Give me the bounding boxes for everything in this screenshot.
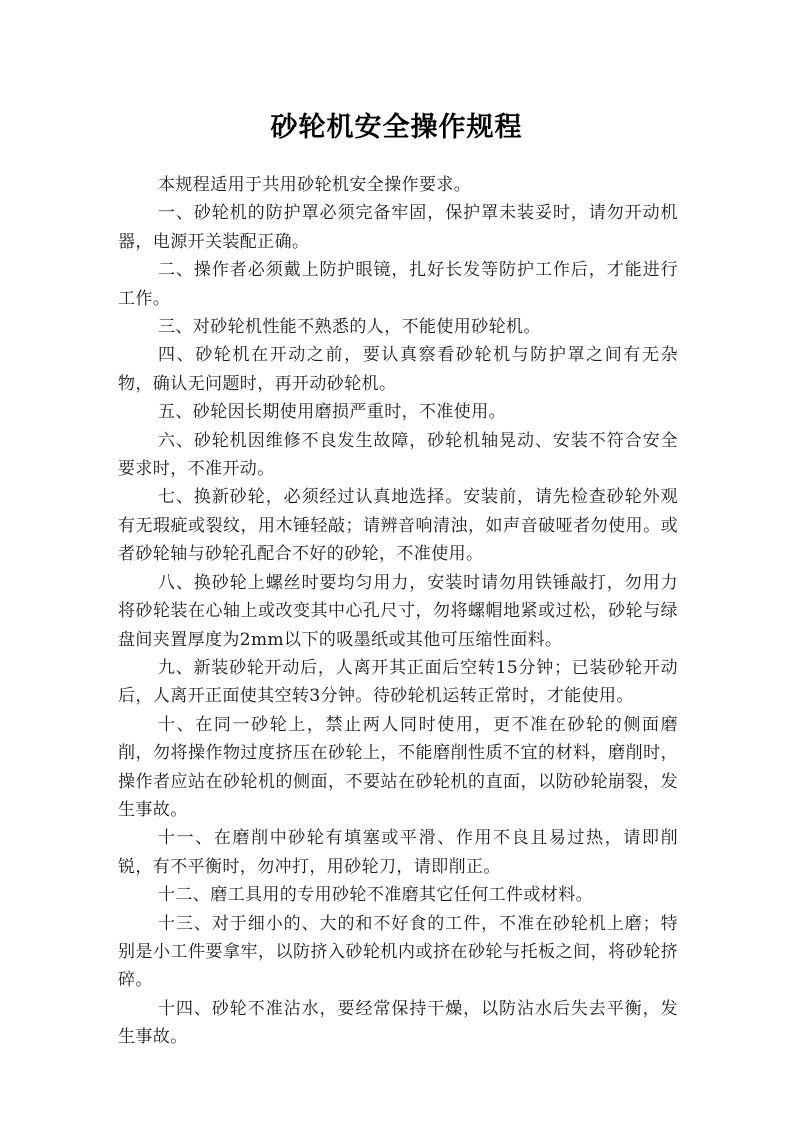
paragraph-rule-13: 十三、对于细小的、大的和不好食的工件，不准在砂轮机上磨；特别是小工件要拿牢，以防挤入砂轮机内或挤在砂轮与托板之间，将砂轮挤碎。 (118, 913, 678, 991)
paragraph-rule-12: 十二、磨工具用的专用砂轮不准磨其它任何工件或材料。 (158, 885, 593, 906)
paragraph-rule-10: 十、在同一砂轮上，禁止两人同时使用，更不准在砂轮的侧面磨削，勿将操作物过度挤压在砂轮上，不能磨削性质不宜的材料，磨削时，操作者应站在砂轮机的侧面，不要站在砂轮机的直面，以防砂轮崩裂，发生事故。 (118, 714, 678, 820)
paragraph-rule-9: 九、新装砂轮开动后，人离开其正面后空转15分钟；已装砂轮开动后，人离开正面使其空转3分钟。待砂轮机运转正常时，才能使用。 (118, 657, 678, 707)
paragraph-rule-11: 十一、在磨削中砂轮有填塞或平滑、作用不良且易过热，请即削锐，有不平衡时，勿冲打，用砂轮刀，请即削正。 (118, 828, 678, 877)
paragraph-intro: 本规程适用于共用砂轮机安全操作要求。 (158, 175, 472, 195)
paragraph-rule-5: 五、砂轮因长期使用磨损严重时，不准使用。 (158, 402, 506, 423)
paragraph-rule-2: 二、操作者必须戴上防护眼镜，扎好长发等防护工作后，才能进行工作。 (118, 260, 678, 309)
paragraph-rule-6: 六、砂轮机因维修不良发生故障，砂轮机轴晃动、安装不符合安全要求时，不准开动。 (118, 430, 678, 480)
paragraph-rule-7: 七、换新砂轮，必须经过认真地选择。安装前，请先检查砂轮外观有无瑕疵或裂纹，用木锤轻敲；请辨音响清浊，如声音破哑者勿使用。或者砂轮轴与砂轮孔配合不好的砂轮，不准使用。 (118, 487, 678, 565)
paragraph-rule-4: 四、砂轮机在开动之前，要认真察看砂轮机与防护罩之间有无杂物，确认无问题时，再开动砂轮机。 (118, 345, 678, 394)
document-body (118, 171, 678, 1052)
paragraph-rule-8: 八、换砂轮上螺丝时要均匀用力，安装时请勿用铁锤敲打，勿用力将砂轮装在心轴上或改变其中心孔尺寸，勿将螺帽地紧或过松，砂轮与绿盘间夹置厚度为2mm以下的吸墨纸或其他可压缩性面料。 (118, 572, 678, 650)
paragraph-rule-14: 十四、砂轮不准沾水，要经常保持干燥，以防沾水后失去平衡，发生事故。 (118, 998, 678, 1048)
paragraph-rule-3: 三、对砂轮机性能不熟悉的人，不能使用砂轮机。 (158, 317, 541, 338)
document-title: 砂轮机安全操作规程 (270, 112, 523, 143)
paragraph-rule-1: 一、砂轮机的防护罩必须完备牢固，保护罩未装妥时，请勿开动机器，电源开关装配正确。 (118, 203, 678, 252)
